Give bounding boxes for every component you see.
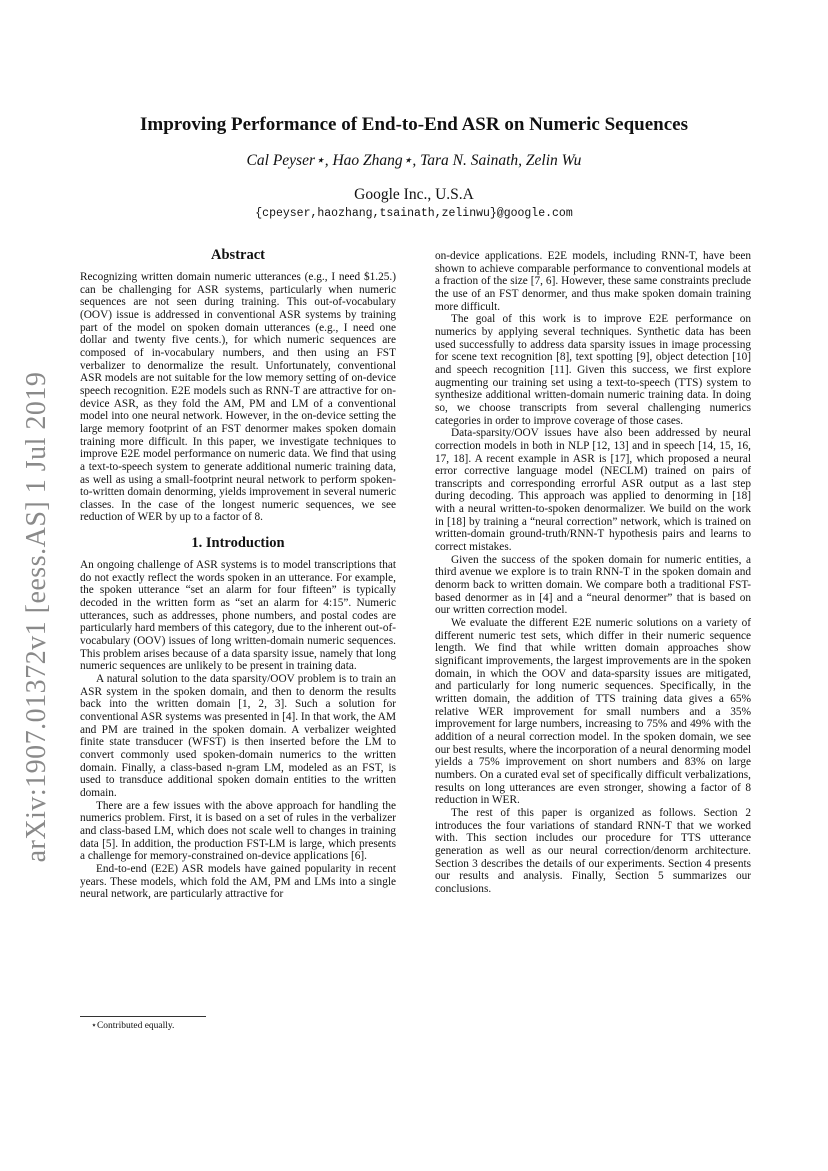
abstract-heading: Abstract xyxy=(211,247,265,263)
intro-paragraph: End-to-end (E2E) ASR models have gained popularity in recent years. These models, which fold the AM, PM and LMs into a single neural network, are particularly attractive for xyxy=(80,862,396,901)
arxiv-stamp-text: arXiv:1907.01372v1 [eess.AS] 1 Jul 2019 xyxy=(21,371,52,863)
affiliation: Google Inc., U.S.A xyxy=(354,186,474,203)
introduction-heading: 1. Introduction xyxy=(191,535,285,552)
intro-paragraph: We evaluate the different E2E numeric solutions on a variety of different numeric test sets, which differ in their numeric sequence length. We find that while written domain approaches show significant improvements, the largest improvements are in the spoken domain, in which the OOV and data-sparsity issues are mitigated, and particularly for long numeric sequences. Specifically, in the written domain, the addition of TTS training data gives a 65% relative WER improvement for small numbers and a 35% improvement for large numbers, increasing to 75% and 49% with the addition of a neural correction model. In the spoken domain, we see our best results, where the incorporation of a neural denorming model yields a 75% improvement on short numbers and 83% on large numbers. On a curated eval set of specifically difficult verbalizations, results on long utterances are even stronger, showing a factor of 8 reduction in WER. xyxy=(435,617,751,807)
author-emails: {cpeyser,haozhang,tsainath,zelinwu}@google.com xyxy=(255,207,573,220)
intro-paragraph: The rest of this paper is organized as follows. Section 2 introduces the four variations of standard RNN-T that we worked with. This section includes our procedure for TTS utterance generation as well as our neural correction/denorm architecture. Section 3 describes the details of our experiments. Section 4 presents our results and analysis. Finally, Section 5 summarizes our conclusions. xyxy=(435,806,751,895)
intro-paragraph: on-device applications. E2E models, including RNN-T, have been shown to achieve comparable performance to conventional models at a fraction of the size [7, 6]. However, these same constraints preclude the use of an FST denormer, and thus make spoken domain training more difficult. xyxy=(435,250,751,313)
intro-paragraph: The goal of this work is to improve E2E performance on numerics by applying several techniques. Synthetic data has been used successfully to address data sparsity issues in image processing for scene text recognition [8], text spotting [9], object detection [10] and speech recognition [11]. Given this success, we first explore augmenting our training set using a text-to-speech (TTS) system to synthesize additional written-domain numeric training data. In doing so, we choose transcripts from several challenging numerics categories in order to improve coverage of those cases. xyxy=(435,313,751,427)
footnote-rule xyxy=(80,1016,206,1017)
intro-paragraph: There are a few issues with the above approach for handling the numerics problem. First, it is based on a set of rules in the verbalizer and class-based LM, which does not scale well to changes in training data [5]. In addition, the production FST-LM is large, which presents a challenge for memory-constrained on-device applications [6]. xyxy=(80,799,396,863)
footnote: ⋆Contributed equally. xyxy=(91,1021,175,1031)
right-column xyxy=(435,250,751,895)
abstract-body: Recognizing written domain numeric utterances (e.g., I need $1.25.) can be challenging for ASR systems, particularly when numeric sequences are not seen during training. This out-of-vocabulary (OOV) issue is addressed in conventional ASR systems by training part of the model on spoken domain utterances (e.g., I need one dollar and twenty five cents.), for which numeric sequences are composed of in-vocabulary numbers, and then using an FST verbalizer to denormalize the result. Unfortunately, conventional ASR models are not suitable for the low memory setting of on-device speech recognition. E2E models such as RNN-T are attractive for on-device ASR, as they fold the AM, PM and LM of a conventional model into one neural network. However, in the on-device setting the large memory footprint of an FST denormer makes spoken domain training more difficult. In this paper, we investigate techniques to improve E2E model performance on numeric data. We find that using a text-to-speech system to generate additional numeric training data, as well as using a small-footprint neural network to perform spoken-to-written domain denorming, yields improvement in several numeric classes. In the case of the longest numeric sequences, we see reduction of WER by up to a factor of 8. xyxy=(80,271,396,524)
paper-title: Improving Performance of End-to-End ASR on Numeric Sequences xyxy=(139,114,688,135)
intro-paragraph: Data-sparsity/OOV issues have also been addressed by neural correction models in both in NLP [12, 13] and in speech [14, 15, 16, 17, 18]. A recent example in ASR is [17], which proposed a neural error corrective language model (NECLM) trained on pairs of transcripts and corresponding errorful ASR output as a last step during decoding. This approach was applied to denorming in [18] with a neural written-to-spoken denormalizer. We build on the work in [18] by training a “neural correction” network, which is trained on written-domain ground-truth/RNN-T hypothesis pairs and learns to correct mistakes. xyxy=(435,427,751,554)
arxiv-stamp xyxy=(12,372,62,862)
intro-paragraph: A natural solution to the data sparsity/OOV problem is to train an ASR system in the spoken domain, and then to denorm the results back into the written domain [1, 2, 3]. Such a solution for conventional ASR systems was presented in [4]. In that work, the AM and PM are trained in the spoken domain. A verbalizer weighted finite state transducer (WFST) is then inserted before the LM to convert commonly used spoken-domain numerics to the written domain. Finally, a class-based n-gram LM, modeled as an FST, is used to transduce additional spoken domain entities to the written domain. xyxy=(80,673,396,799)
intro-paragraph: An ongoing challenge of ASR systems is to model transcriptions that do not exactly reflect the words spoken in an utterance. For example, the spoken utterance “set an alarm for four fifteen” is typically decoded in the written form as “set an alarm for 4:15”. Numeric utterances, such as addresses, phone numbers, and postal codes are particularly hard members of this category, due to the inherent out-of-vocabulary (OOV) issues of long written-domain numeric sequences. This problem arises because of a data sparsity issue, namely that long numeric sequences are unlikely to be present in training data. xyxy=(80,559,396,673)
left-column xyxy=(80,246,396,901)
author-list: Cal Peyser⋆, Hao Zhang⋆, Tara N. Sainath, Zelin Wu xyxy=(246,152,582,169)
intro-paragraph: Given the success of the spoken domain for numeric entities, a third avenue we explore is to train RNN-T in the spoken domain and denorm back to written domain. We compare both a traditional FST-based denormer as in [4] and a “neural denormer” that is based on our written correction model. xyxy=(435,553,751,617)
